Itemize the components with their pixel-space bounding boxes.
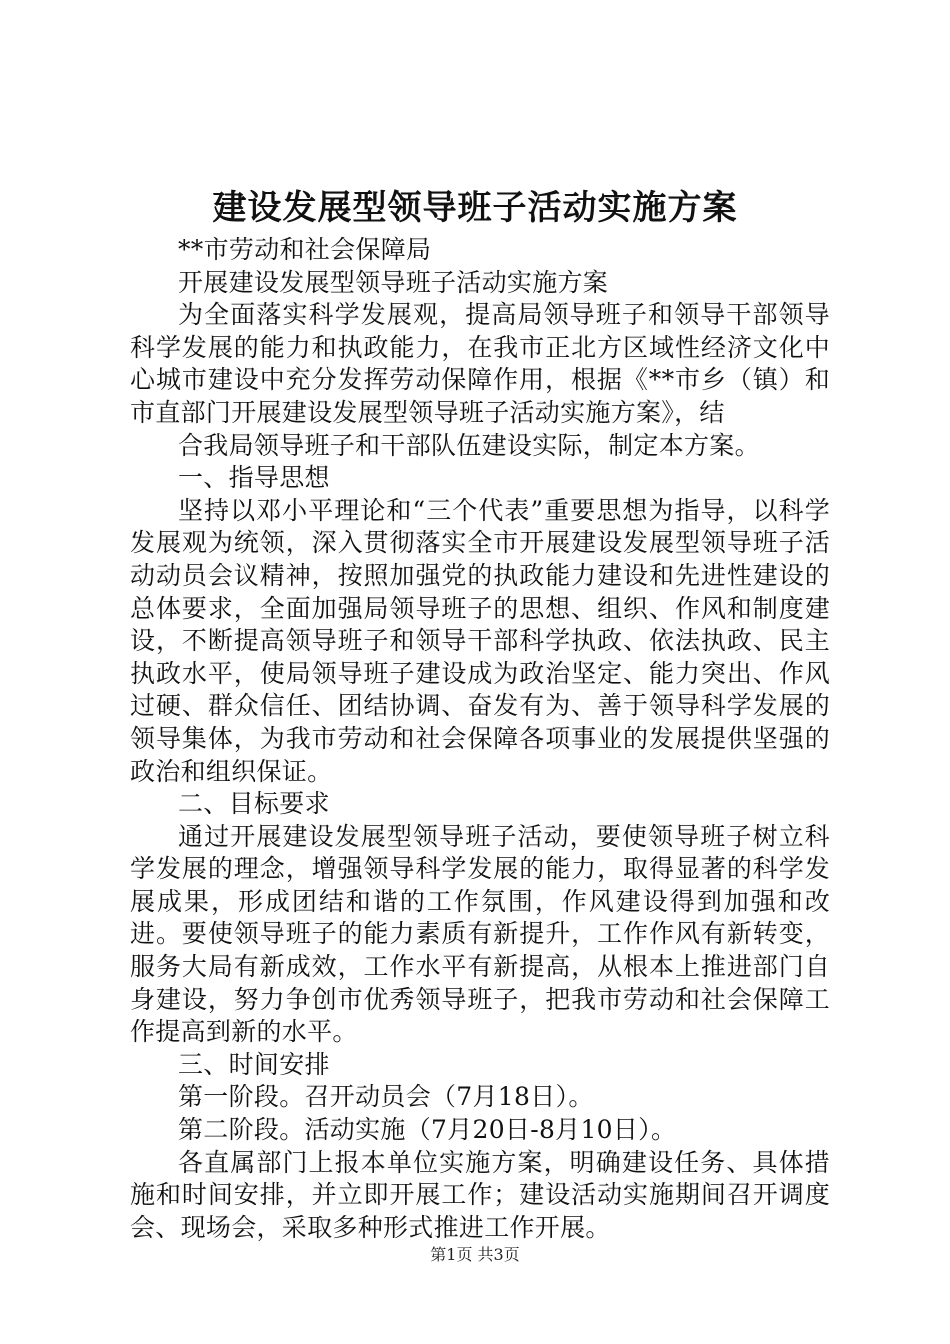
schedule-phase-one: 第一阶段。召开动员会（7月18日）。 [178,1082,594,1112]
section-heading-guiding-ideology: 一、指导思想 [178,463,330,493]
section-heading-schedule: 三、时间安排 [178,1049,330,1079]
schedule-phase-two-detail: 各直属部门上报本单位实施方案，明确建设任务、具体措施和时间安排，并立即开展工作；建设活动实施期间召开调度会、现场会，采取多种形式推进工作开展。 [130,1147,830,1242]
page-indicator: 第1页 共3页 [430,1245,520,1264]
schedule-phase-two: 第二阶段。活动实施（7月20日-8月10日）。 [178,1115,677,1145]
section-heading-goals: 二、目标要求 [178,789,330,819]
issuing-organization: **市劳动和社会保障局 [178,235,432,264]
document-body [130,234,830,1244]
goals-paragraph: 通过开展建设发展型领导班子活动，要使领导班子树立科学发展的理念，增强领导科学发展的能力，取得显著的科学发展成果，形成团结和谐的工作氛围，作风建设得到加强和改进。要使领导班子的能力素质有新提升，工作作风有新转变，服务大局有新成效，工作水平有新提高，从根本上推进部门自身建设，努力争创市优秀领导班子，把我市劳动和社会保障工作提高到新的水平。 [130,821,830,1047]
intro-paragraph-continued: 合我局领导班子和干部队伍建设实际，制定本方案。 [178,430,760,460]
document-subtitle: 开展建设发展型领导班子活动实施方案 [178,267,609,297]
intro-paragraph: 为全面落实科学发展观，提高局领导班子和领导干部领导科学发展的能力和执政能力，在我市正北方区域性经济文化中心城市建设中充分发挥劳动保障作用，根据《**市乡（镇）和市直部门开展建设发展型领导班子活动实施方案》，结 [130,300,830,427]
document-title: 建设发展型领导班子活动实施方案 [212,188,738,228]
guiding-ideology-paragraph: 坚持以邓小平理论和“三个代表”重要思想为指导，以科学发展观为统领，深入贯彻落实全市开展建设发展型领导班子活动动员会议精神，按照加强党的执政能力建设和先进性建设的总体要求，全面加强局领导班子的思想、组织、作风和制度建设，不断提高领导班子和领导干部科学执政、依法执政、民主执政水平，使局领导班子建设成为政治坚定、能力突出、作风过硬、群众信任、团结协调、奋发有为、善于领导科学发展的领导集体，为我市劳动和社会保障各项事业的发展提供坚强的政治和组织保证。 [130,495,830,786]
